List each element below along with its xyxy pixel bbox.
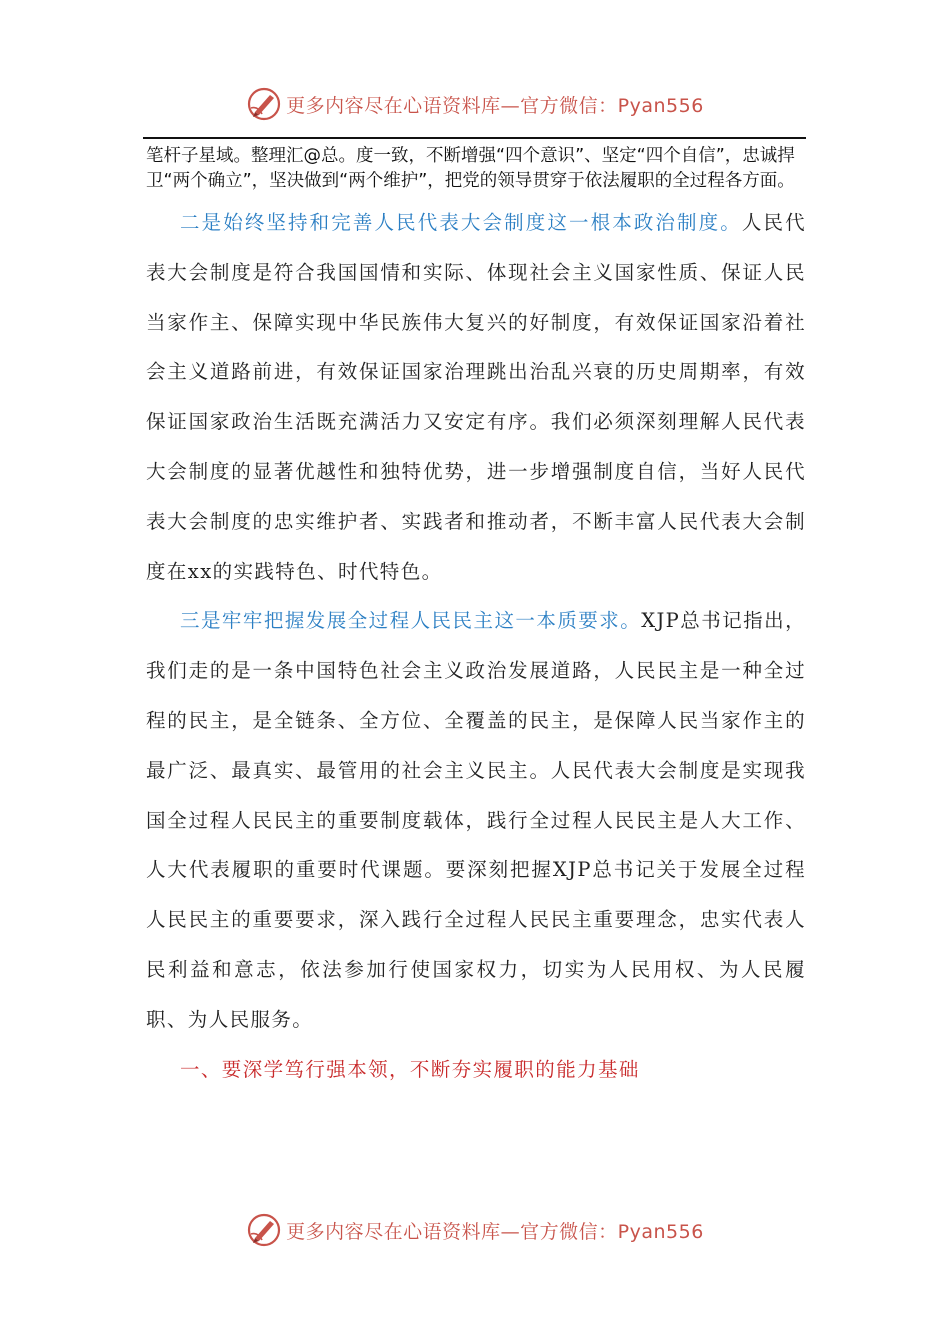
paragraph-two-text: 人民代表大会制度是符合我国国情和实际、体现社会主义国家性质、保证人民当家作主、保障实现中华民族伟大复兴的好制度，有效保证国家沿着社会主义道路前进，有效保证国家治理跳出治乱兴衰的历史周期率，有效保证国家政治生活既充满活力又安定有序。我们必须深刻理解人民代表大会制度的显著优越性和独特优势，进一步增强制度自信，当好人民代表大会制度的忠实维护者、实践者和推动者，不断丰富人民代表大会制度在xx的实践特色、时代特色。 [146, 211, 806, 583]
intro-paragraph: 笔杆子星域。整理汇@总。度一致，不断增强“四个意识”、坚定“四个自信”，忠诚捍卫“两个确立”，坚决做到“两个维护”，把党的领导贯穿于依法履职的全过程各方面。 [146, 146, 795, 191]
footer-banner-text: 更多内容尽在心语资料库—官方微信：Pyan556 [286, 1220, 704, 1243]
header-wechat-id: Pyan556 [617, 94, 704, 117]
paragraph-three-lead: 三是牢牢把握发展全过程人民民主这一本质要求。 [180, 609, 642, 633]
footer-banner [0, 1208, 950, 1252]
document-body [146, 144, 806, 1094]
paragraph-two-lead: 二是始终坚持和完善人民代表大会制度这一根本政治制度。 [180, 211, 742, 234]
footer-wechat-id: Pyan556 [617, 1220, 704, 1243]
pen-logo-icon [246, 1212, 282, 1248]
paragraph-two [146, 198, 806, 596]
header-rule [143, 137, 806, 139]
paragraph-three [146, 596, 806, 1044]
paragraph-three-text: XJP总书记指出，我们走的是一条中国特色社会主义政治发展道路，人民民主是一种全过程的民主，是全链条、全方位、全覆盖的民主，是保障人民当家作主的最广泛、最真实、最管用的社会主义民主。人民代表大会制度是实现我国全过程人民民主的重要制度载体，践行全过程人民民主是人大工作、人大代表履职的重要时代课题。要深刻把握XJP总书记关于发展全过程人民民主的重要要求，深入践行全过程人民民主重要理念，忠实代表人民利益和意志，依法参加行使国家权力，切实为人民用权、为人民履职、为人民服务。 [146, 609, 806, 1031]
header-banner [0, 82, 950, 126]
pen-logo-icon [246, 86, 282, 122]
header-banner-text: 更多内容尽在心语资料库—官方微信：Pyan556 [286, 94, 704, 117]
section-heading: 一、要深学笃行强本领，不断夯实履职的能力基础 [180, 1057, 640, 1081]
